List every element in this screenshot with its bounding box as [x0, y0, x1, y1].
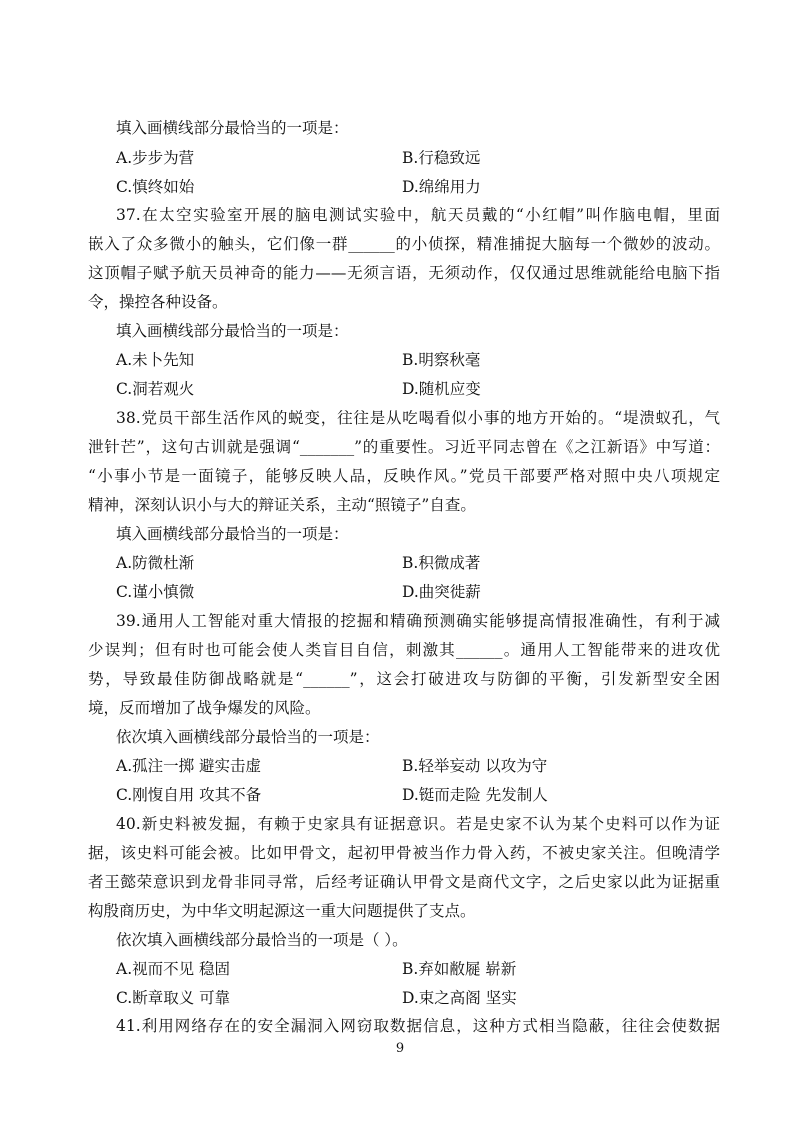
- option-b: B.弃如敝屣 崭新: [402, 960, 517, 978]
- question-prompt: 填入画横线部分最恰当的一项是：: [116, 119, 349, 137]
- question-prompt: 填入画横线部分最恰当的一项是：: [116, 525, 349, 543]
- option-d: D.束之高阁 坚实: [402, 989, 517, 1007]
- question-38-line-3: “小事小节是一面镜子，能够反映人品，反映作风。”党员干部要严格对照中央八项规定: [88, 467, 720, 485]
- question-prompt: 填入画横线部分最恰当的一项是：: [116, 322, 349, 340]
- option-c: C.刚愎自用 攻其不备: [116, 786, 262, 804]
- question-40-line-3: 者王懿荣意识到龙骨非同寻常，后经考证确认甲骨文是商代文字，之后史家以此为证据重: [88, 873, 720, 891]
- option-d: D.铤而走险 先发制人: [402, 786, 548, 804]
- question-38-line-2: 泄针芒”，这句古训就是强调“_______”的重要性。习近平同志曾在《之江新语》中写道：: [88, 438, 720, 456]
- question-39-line-1: 39.通用人工智能对重大情报的挖掘和精确预测确实能够提高情报准确性，有利于减: [116, 612, 720, 630]
- question-prompt: 依次填入画横线部分最恰当的一项是（ ）。: [116, 931, 408, 949]
- option-a: A.未卜先知: [116, 351, 195, 369]
- option-d: D.绵绵用力: [402, 178, 481, 196]
- option-a: A.视而不见 稳固: [116, 960, 231, 978]
- option-b: B.行稳致远: [402, 149, 481, 167]
- question-39-line-3: 势，导致最佳防御战略就是“______”，这会打破进攻与防御的平衡，引发新型安全困: [88, 670, 720, 688]
- question-37-line-4: 令，操控各种设备。: [88, 293, 228, 311]
- option-d: D.随机应变: [402, 380, 481, 398]
- option-c: C.慎终如始: [116, 178, 195, 196]
- question-41-line-1: 41.利用网络存在的安全漏洞入网窃取数据信息，这种方式相当隐蔽，往往会使数据: [116, 1017, 720, 1035]
- question-37-line-2: 嵌入了众多微小的触头，它们像一群______的小侦探，精准捕捉大脑每一个微妙的波动。: [88, 235, 720, 253]
- question-37-line-3: 这顶帽子赋予航天员神奇的能力——无须言语，无须动作，仅仅通过思维就能给电脑下指: [88, 264, 720, 282]
- option-c: C.洞若观火: [116, 380, 195, 398]
- option-a: A.步步为营: [116, 149, 195, 167]
- question-39-line-2: 少误判；但有时也可能会使人类盲目自信，刺激其______。通用人工智能带来的进攻优: [88, 641, 720, 659]
- question-40-line-4: 构殷商历史，为中华文明起源这一重大问题提供了支点。: [88, 902, 476, 920]
- option-b: B.明察秋毫: [402, 351, 481, 369]
- question-40-line-1: 40.新史料被发掘，有赖于史家具有证据意识。若是史家不认为某个史料可以作为证: [116, 815, 720, 833]
- question-37-line-1: 37.在太空实验室开展的脑电测试实验中，航天员戴的“小红帽”叫作脑电帽，里面: [116, 206, 720, 224]
- question-38-line-1: 38.党员干部生活作风的蜕变，往往是从吃喝看似小事的地方开始的。“堤溃蚁孔，气: [116, 409, 720, 427]
- option-c: C.谨小慎微: [116, 583, 195, 601]
- option-a: A.防微杜渐: [116, 554, 195, 572]
- question-40-line-2: 据，该史料可能会被。比如甲骨文，起初甲骨被当作力骨入药，不被史家关注。但晚清学: [88, 844, 720, 862]
- option-d: D.曲突徙薪: [402, 583, 481, 601]
- option-c: C.断章取义 可靠: [116, 989, 231, 1007]
- page-number: 9: [395, 1041, 405, 1056]
- question-39-line-4: 境，反而增加了战争爆发的风险。: [88, 699, 321, 717]
- question-38-line-4: 精神，深刻认识小与大的辩证关系，主动“照镜子”自查。: [88, 496, 476, 514]
- option-b: B.轻举妄动 以攻为守: [402, 757, 548, 775]
- option-a: A.孤注一掷 避实击虚: [116, 757, 262, 775]
- question-prompt: 依次填入画横线部分最恰当的一项是：: [116, 728, 380, 746]
- option-b: B.积微成著: [402, 554, 481, 572]
